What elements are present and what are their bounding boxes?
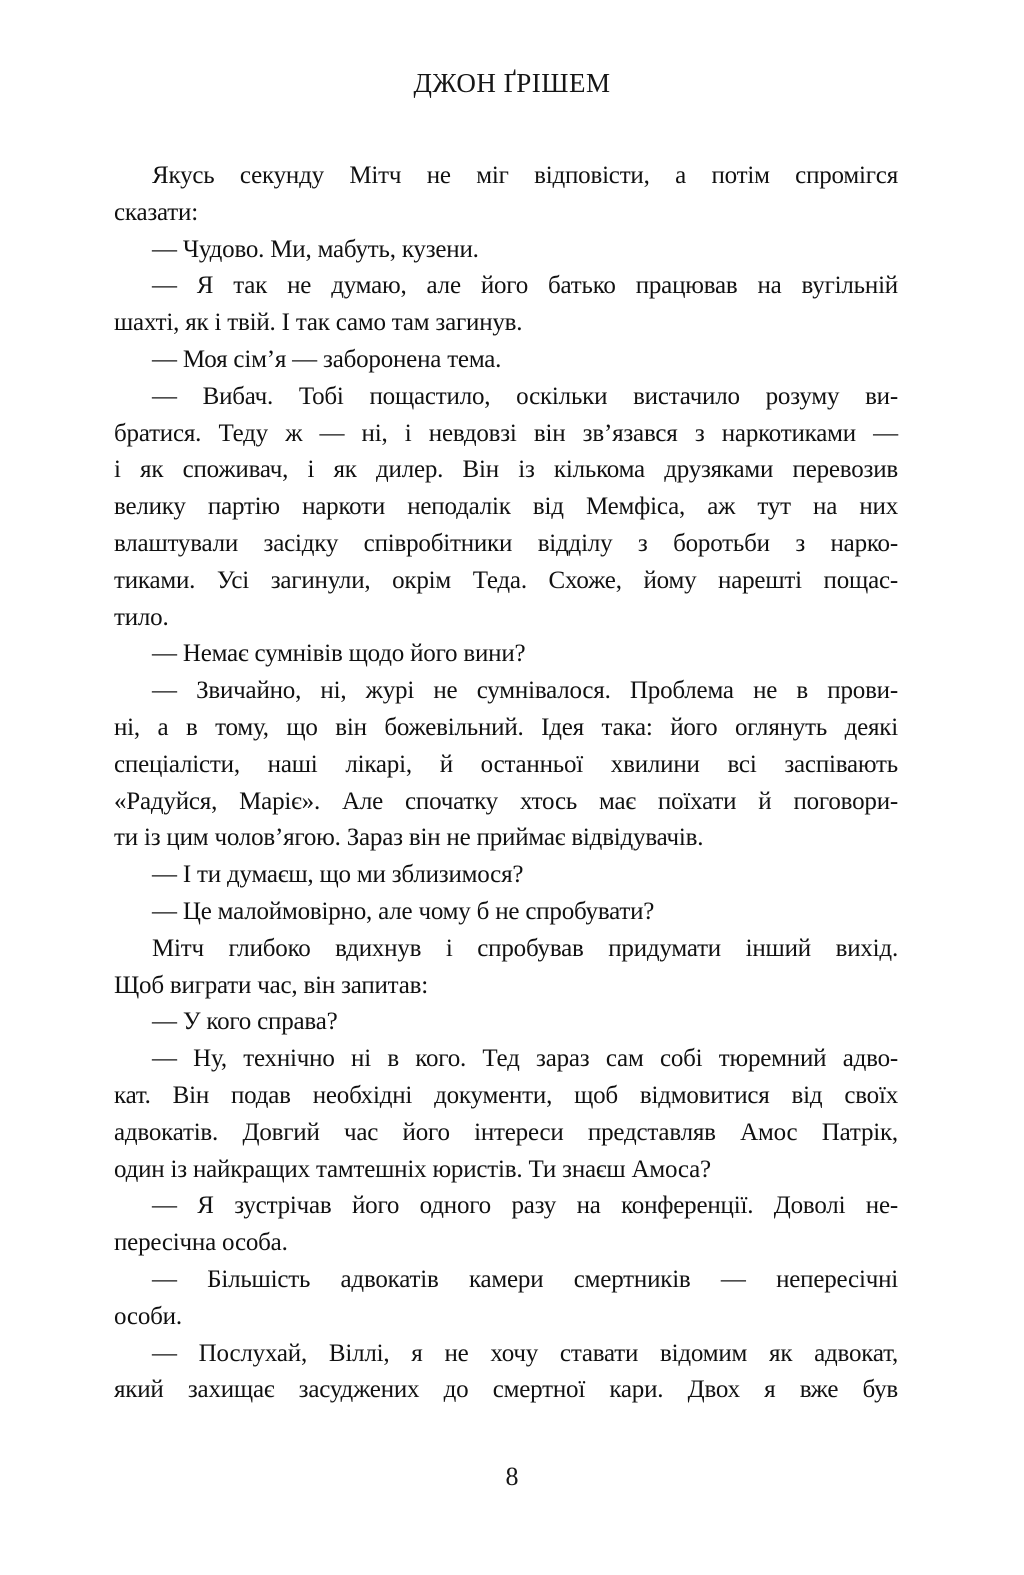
- text-line: Якусь секунду Мітч не міг відповісти, а потім спромігся: [152, 162, 898, 189]
- paragraph: [114, 894, 898, 931]
- text-line: спеціалісти, наші лікарі, й останньої хвилини всі заспівають: [114, 750, 898, 778]
- text-line: особи.: [114, 1302, 182, 1330]
- text-line: кат. Він подав необхідні документи, щоб відмовитися від своїх: [114, 1081, 898, 1109]
- text-line: Мітч глибоко вдихнув і спробував придумати інший вихід.: [152, 934, 898, 962]
- paragraph: [114, 232, 898, 269]
- text-line: пересічна особа.: [114, 1229, 288, 1257]
- text-line: — І ти думаєш, що ми зблизимося?: [152, 861, 524, 889]
- text-line: братися. Теду ж — ні, і невдовзі він зв’язався з наркотиками —: [114, 419, 898, 447]
- paragraph: [114, 379, 898, 637]
- paragraph: [114, 857, 898, 894]
- body-text: [114, 158, 898, 1409]
- text-line: Щоб виграти час, він запитав:: [114, 971, 428, 999]
- text-line: тиками. Усі загинули, окрім Теда. Схоже, йому нарешті пощас-: [114, 566, 898, 594]
- paragraph: [114, 342, 898, 379]
- text-line: — У кого справа?: [152, 1008, 338, 1036]
- text-line: — Я зустрічав його одного разу на конференції. Доволі не-: [152, 1192, 898, 1220]
- text-line: — Більшість адвокатів камери смертників — непересічні: [152, 1265, 898, 1293]
- page-number: 8: [505, 1462, 519, 1491]
- text-line: велику партію наркоти неподалік від Мемфіса, аж тут на них: [114, 493, 898, 521]
- text-line: — Послухай, Віллі, я не хочу ставати відомим як адвокат,: [152, 1339, 898, 1367]
- paragraph: [114, 673, 898, 857]
- paragraph: [114, 1262, 898, 1336]
- text-line: — Чудово. Ми, мабуть, кузени.: [152, 235, 479, 263]
- text-line: який захищає засуджених до смертної кари. Двох я вже був: [114, 1376, 898, 1404]
- text-line: — Це малоймовірно, але чому б не спробувати?: [152, 897, 655, 925]
- paragraph: [114, 1041, 898, 1188]
- paragraph: [114, 268, 898, 342]
- text-line: — Моя сім’я — заборонена тема.: [152, 345, 502, 373]
- text-line: — Вибач. Тобі пощастило, оскільки вистачило розуму ви-: [152, 382, 898, 410]
- text-line: тило.: [114, 603, 169, 631]
- text-line: і як споживач, і як дилер. Він із кількома друзяками перевозив: [114, 456, 898, 484]
- text-line: ні, а в тому, що він божевільний. Ідея така: його оглянуть деякі: [114, 713, 898, 741]
- text-line: влаштували засідку співробітники відділу з боротьби з нарко-: [114, 529, 898, 557]
- text-line: сказати:: [114, 198, 198, 226]
- text-line: — Немає сумнівів щодо його вини?: [152, 640, 526, 668]
- text-line: ти із цим чолов’ягою. Зараз він не приймає відвідувачів.: [114, 824, 704, 852]
- paragraph: [114, 1336, 898, 1410]
- text-line: «Радуйся, Маріє». Але спочатку хтось має поїхати й поговори-: [114, 787, 898, 815]
- paragraph: [114, 1004, 898, 1041]
- text-line: — Я так не думаю, але його батько працював на вугільній: [152, 272, 898, 300]
- running-header: ДЖОН ҐРІШЕМ: [413, 68, 611, 98]
- paragraph: [114, 931, 898, 1005]
- paragraph: [114, 158, 898, 232]
- text-line: адвокатів. Довгий час його інтереси представляв Амос Патрік,: [114, 1118, 898, 1146]
- text-line: один із найкращих тамтешніх юристів. Ти знаєш Амоса?: [114, 1155, 711, 1183]
- paragraph: [114, 1188, 898, 1262]
- text-line: — Звичайно, ні, журі не сумнівалося. Проблема не в прови-: [152, 677, 898, 705]
- text-line: — Ну, технічно ні в кого. Тед зараз сам собі тюремний адво-: [152, 1045, 898, 1073]
- text-line: шахті, як і твій. І так само там загинув.: [114, 309, 523, 337]
- paragraph: [114, 636, 898, 673]
